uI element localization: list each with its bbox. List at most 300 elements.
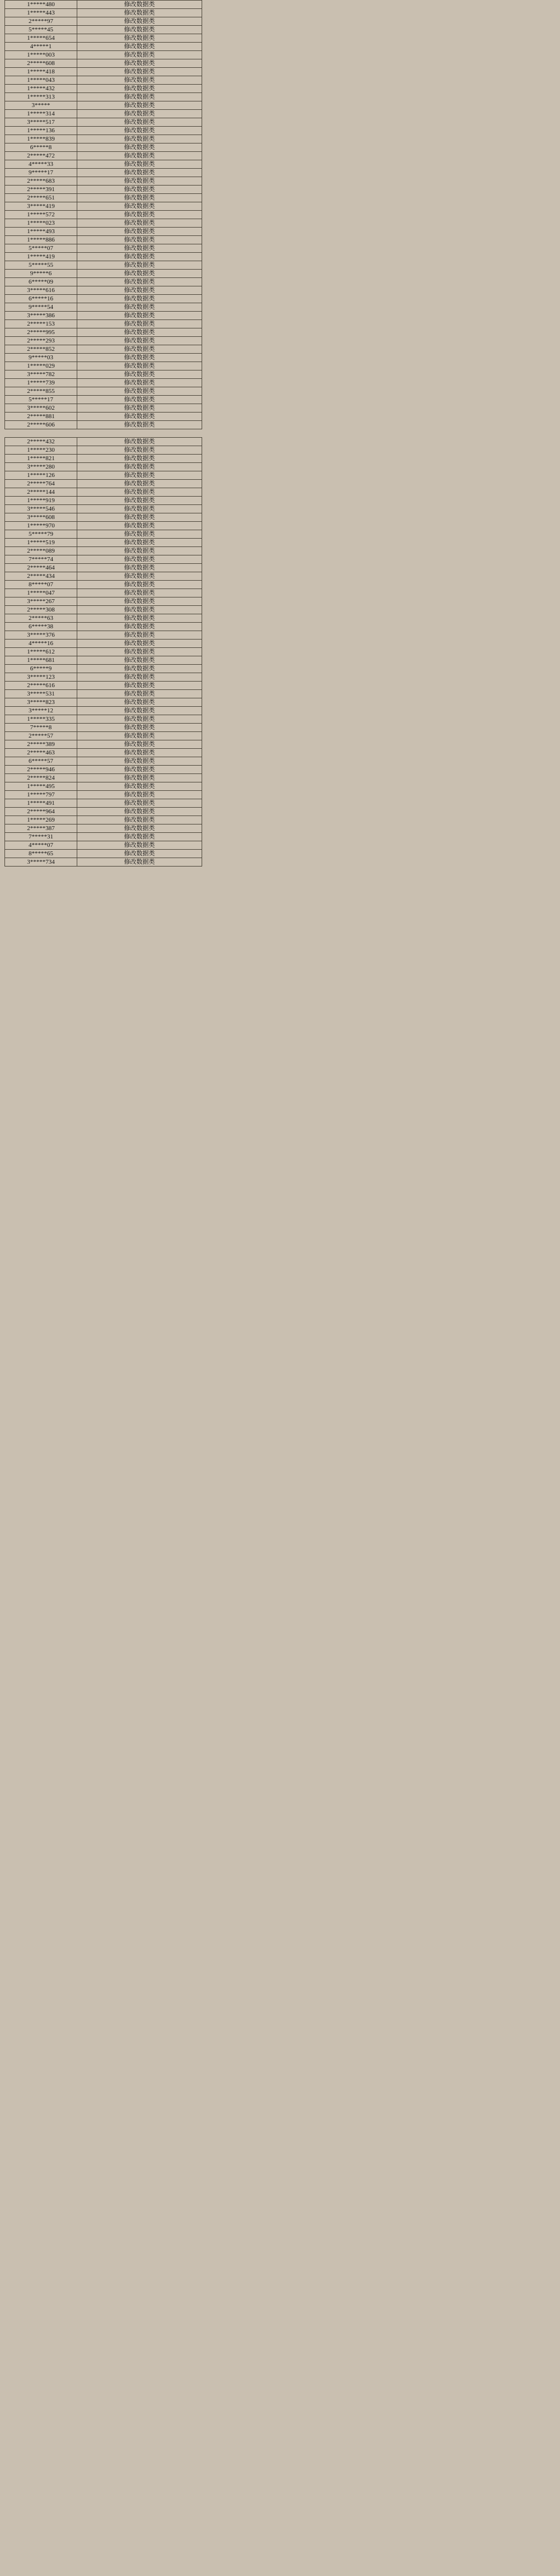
masked-id-cell: 1*****493 [5, 228, 77, 236]
table-row [5, 110, 202, 118]
category-cell: 修改数据类 [77, 354, 202, 362]
table-row [5, 555, 202, 564]
table-row [5, 724, 202, 732]
table-row [5, 623, 202, 631]
masked-id-cell: 5*****17 [5, 396, 77, 404]
table-row [5, 160, 202, 169]
table-row [5, 824, 202, 833]
masked-id-cell: 5*****07 [5, 244, 77, 253]
category-cell: 修改数据类 [77, 640, 202, 648]
table-row [5, 303, 202, 312]
category-cell: 修改数据类 [77, 782, 202, 791]
masked-id-cell: 5*****79 [5, 530, 77, 539]
category-cell: 修改数据类 [77, 9, 202, 17]
category-cell: 修改数据类 [77, 76, 202, 85]
category-cell: 修改数据类 [77, 614, 202, 623]
category-cell: 修改数据类 [77, 328, 202, 337]
category-cell: 修改数据类 [77, 438, 202, 446]
masked-id-cell: 1*****432 [5, 85, 77, 93]
table-row [5, 152, 202, 160]
category-cell: 修改数据类 [77, 261, 202, 270]
table-row [5, 631, 202, 640]
table-row [5, 370, 202, 379]
category-cell: 修改数据类 [77, 244, 202, 253]
masked-id-cell: 2*****387 [5, 824, 77, 833]
masked-id-cell: 1*****681 [5, 656, 77, 665]
category-cell: 修改数据类 [77, 43, 202, 51]
masked-id-table-1 [4, 0, 202, 429]
table-row [5, 673, 202, 682]
category-cell: 修改数据类 [77, 303, 202, 312]
table-row [5, 396, 202, 404]
masked-id-cell: 1*****419 [5, 253, 77, 261]
category-cell: 修改数据类 [77, 312, 202, 320]
category-cell: 修改数据类 [77, 648, 202, 656]
table-row [5, 858, 202, 867]
masked-id-cell: 9*****6 [5, 270, 77, 278]
table-row [5, 581, 202, 589]
category-cell: 修改数据类 [77, 833, 202, 841]
masked-id-cell: 2*****606 [5, 421, 77, 429]
masked-id-cell: 2*****651 [5, 194, 77, 202]
category-cell: 修改数据类 [77, 530, 202, 539]
table-row [5, 766, 202, 774]
category-cell: 修改数据类 [77, 631, 202, 640]
category-cell: 修改数据类 [77, 26, 202, 34]
category-cell: 修改数据类 [77, 463, 202, 471]
masked-id-cell: 2*****824 [5, 774, 77, 782]
table-row [5, 244, 202, 253]
category-cell: 修改数据类 [77, 286, 202, 295]
masked-id-cell: 1*****919 [5, 497, 77, 505]
category-cell: 修改数据类 [77, 749, 202, 757]
table-row [5, 614, 202, 623]
category-cell: 修改数据类 [77, 513, 202, 522]
masked-id-cell: 2*****852 [5, 345, 77, 354]
category-cell: 修改数据类 [77, 236, 202, 244]
category-cell: 修改数据类 [77, 51, 202, 59]
category-cell: 修改数据类 [77, 581, 202, 589]
table-gap [0, 429, 560, 437]
category-cell: 修改数据类 [77, 841, 202, 850]
masked-id-cell: 1*****495 [5, 782, 77, 791]
category-cell: 修改数据类 [77, 59, 202, 68]
category-cell: 修改数据类 [77, 606, 202, 614]
masked-id-cell: 6*****9 [5, 665, 77, 673]
category-cell: 修改数据类 [77, 572, 202, 581]
category-cell: 修改数据类 [77, 387, 202, 396]
masked-id-cell: 7*****74 [5, 555, 77, 564]
category-cell: 修改数据类 [77, 682, 202, 690]
table-row [5, 606, 202, 614]
category-cell: 修改数据类 [77, 707, 202, 715]
category-cell: 修改数据类 [77, 1, 202, 9]
category-cell: 修改数据类 [77, 555, 202, 564]
category-cell: 修改数据类 [77, 497, 202, 505]
table-row [5, 841, 202, 850]
masked-id-cell: 5*****55 [5, 261, 77, 270]
category-cell: 修改数据类 [77, 824, 202, 833]
category-cell: 修改数据类 [77, 564, 202, 572]
table-row [5, 497, 202, 505]
masked-id-cell: 9*****03 [5, 354, 77, 362]
masked-id-cell: 1*****443 [5, 9, 77, 17]
masked-id-cell: 2*****153 [5, 320, 77, 328]
masked-id-cell: 1*****314 [5, 110, 77, 118]
masked-id-cell: 3*****123 [5, 673, 77, 682]
masked-id-cell: 2*****683 [5, 177, 77, 186]
table-row [5, 17, 202, 26]
masked-id-cell: 1*****839 [5, 135, 77, 143]
category-cell: 修改数据类 [77, 101, 202, 110]
masked-id-cell: 1*****136 [5, 127, 77, 135]
category-cell: 修改数据类 [77, 135, 202, 143]
category-cell: 修改数据类 [77, 766, 202, 774]
table-row [5, 799, 202, 808]
masked-id-cell: 6*****09 [5, 278, 77, 286]
table-row [5, 740, 202, 749]
table-row [5, 640, 202, 648]
masked-id-cell: 2*****463 [5, 749, 77, 757]
category-cell: 修改数据类 [77, 799, 202, 808]
category-cell: 修改数据类 [77, 724, 202, 732]
category-cell: 修改数据类 [77, 228, 202, 236]
category-cell: 修改数据类 [77, 396, 202, 404]
masked-id-cell: 3*****267 [5, 597, 77, 606]
masked-id-cell: 4*****1 [5, 43, 77, 51]
category-cell: 修改数据类 [77, 665, 202, 673]
category-cell: 修改数据类 [77, 194, 202, 202]
table-row [5, 564, 202, 572]
table-row [5, 757, 202, 766]
category-cell: 修改数据类 [77, 690, 202, 698]
masked-id-cell: 2*****089 [5, 547, 77, 555]
category-cell: 修改数据类 [77, 118, 202, 127]
table-row [5, 387, 202, 396]
table-row [5, 505, 202, 513]
table-row [5, 421, 202, 429]
category-cell: 修改数据类 [77, 110, 202, 118]
table-row [5, 480, 202, 488]
table-row [5, 286, 202, 295]
category-cell: 修改数据类 [77, 732, 202, 740]
masked-id-cell: 3*****517 [5, 118, 77, 127]
table-row [5, 648, 202, 656]
masked-id-cell: 9*****17 [5, 169, 77, 177]
category-cell: 修改数据类 [77, 816, 202, 824]
category-cell: 修改数据类 [77, 413, 202, 421]
category-cell: 修改数据类 [77, 446, 202, 455]
masked-id-cell: 1*****043 [5, 76, 77, 85]
document-page [0, 0, 560, 867]
masked-id-cell: 8*****65 [5, 850, 77, 858]
masked-id-cell: 1*****003 [5, 51, 77, 59]
masked-id-cell: 3*****280 [5, 463, 77, 471]
masked-id-cell: 1*****797 [5, 791, 77, 799]
masked-id-cell: 2*****308 [5, 606, 77, 614]
masked-id-cell: 7*****31 [5, 833, 77, 841]
masked-id-cell: 3*****602 [5, 404, 77, 413]
table-row [5, 1, 202, 9]
category-cell: 修改数据类 [77, 522, 202, 530]
category-cell: 修改数据类 [77, 320, 202, 328]
masked-id-cell: 2*****97 [5, 17, 77, 26]
masked-id-cell: 1*****313 [5, 93, 77, 101]
category-cell: 修改数据类 [77, 404, 202, 413]
category-cell: 修改数据类 [77, 93, 202, 101]
table-row [5, 143, 202, 152]
table-row [5, 270, 202, 278]
masked-id-cell: 2*****434 [5, 572, 77, 581]
masked-id-cell: 1*****230 [5, 446, 77, 455]
category-cell: 修改数据类 [77, 169, 202, 177]
table-row [5, 320, 202, 328]
masked-id-cell: 2*****464 [5, 564, 77, 572]
masked-id-cell: 2*****432 [5, 438, 77, 446]
table-row [5, 816, 202, 824]
table-row [5, 261, 202, 270]
masked-id-cell: 6*****16 [5, 295, 77, 303]
category-cell: 修改数据类 [77, 370, 202, 379]
masked-id-cell: 1*****519 [5, 539, 77, 547]
table-row [5, 539, 202, 547]
table-row [5, 169, 202, 177]
table-row [5, 572, 202, 581]
table-row [5, 715, 202, 724]
masked-id-cell: 2*****946 [5, 766, 77, 774]
masked-id-cell: 1*****654 [5, 34, 77, 43]
masked-id-cell: 3*****823 [5, 698, 77, 707]
table-row [5, 589, 202, 597]
table-row [5, 253, 202, 261]
table-row [5, 513, 202, 522]
category-cell: 修改数据类 [77, 774, 202, 782]
category-cell: 修改数据类 [77, 471, 202, 480]
masked-id-cell: 3*****419 [5, 202, 77, 211]
table-row [5, 295, 202, 303]
category-cell: 修改数据类 [77, 488, 202, 497]
category-cell: 修改数据类 [77, 211, 202, 219]
table-row [5, 26, 202, 34]
table-row [5, 488, 202, 497]
category-cell: 修改数据类 [77, 539, 202, 547]
category-cell: 修改数据类 [77, 740, 202, 749]
category-cell: 修改数据类 [77, 17, 202, 26]
category-cell: 修改数据类 [77, 85, 202, 93]
table-row [5, 186, 202, 194]
masked-id-cell: 2*****881 [5, 413, 77, 421]
masked-id-cell: 4*****16 [5, 640, 77, 648]
table-row [5, 682, 202, 690]
masked-id-cell: 2*****293 [5, 337, 77, 345]
category-cell: 修改数据类 [77, 858, 202, 867]
table-row [5, 656, 202, 665]
table-row [5, 43, 202, 51]
table-row [5, 202, 202, 211]
masked-id-cell: 1*****126 [5, 471, 77, 480]
category-cell: 修改数据类 [77, 480, 202, 488]
masked-id-cell: 3*****782 [5, 370, 77, 379]
table-row [5, 278, 202, 286]
table-row [5, 547, 202, 555]
category-cell: 修改数据类 [77, 177, 202, 186]
masked-id-cell: 1*****739 [5, 379, 77, 387]
table-row [5, 471, 202, 480]
table-row [5, 665, 202, 673]
category-cell: 修改数据类 [77, 337, 202, 345]
category-cell: 修改数据类 [77, 253, 202, 261]
masked-id-cell: 6*****57 [5, 757, 77, 766]
category-cell: 修改数据类 [77, 362, 202, 370]
table-row [5, 76, 202, 85]
table-row [5, 118, 202, 127]
table-row [5, 127, 202, 135]
category-cell: 修改数据类 [77, 455, 202, 463]
table-row [5, 850, 202, 858]
table-row [5, 379, 202, 387]
masked-id-cell: 2*****472 [5, 152, 77, 160]
masked-id-cell: 1*****821 [5, 455, 77, 463]
category-cell: 修改数据类 [77, 68, 202, 76]
category-cell: 修改数据类 [77, 850, 202, 858]
masked-id-cell: 1*****418 [5, 68, 77, 76]
table-row [5, 354, 202, 362]
masked-id-cell: 5*****45 [5, 26, 77, 34]
table-row [5, 597, 202, 606]
masked-id-table-2 [4, 437, 202, 867]
table-row [5, 530, 202, 539]
masked-id-cell: 2*****616 [5, 682, 77, 690]
category-cell: 修改数据类 [77, 698, 202, 707]
table-row [5, 782, 202, 791]
category-cell: 修改数据类 [77, 623, 202, 631]
masked-id-cell: 2*****57 [5, 732, 77, 740]
category-cell: 修改数据类 [77, 345, 202, 354]
masked-id-cell: 2*****608 [5, 59, 77, 68]
table-row [5, 413, 202, 421]
masked-id-cell: 1*****023 [5, 219, 77, 228]
category-cell: 修改数据类 [77, 379, 202, 387]
table-row [5, 446, 202, 455]
table-row [5, 698, 202, 707]
masked-id-cell: 1*****480 [5, 1, 77, 9]
masked-id-cell: 1*****269 [5, 816, 77, 824]
table-row [5, 463, 202, 471]
category-cell: 修改数据类 [77, 186, 202, 194]
table-row [5, 749, 202, 757]
masked-id-cell: 3*****546 [5, 505, 77, 513]
table-row [5, 345, 202, 354]
table-row [5, 51, 202, 59]
table-row [5, 93, 202, 101]
category-cell: 修改数据类 [77, 219, 202, 228]
table-row [5, 732, 202, 740]
masked-id-cell: 3***** [5, 101, 77, 110]
table-row [5, 362, 202, 370]
table-row [5, 455, 202, 463]
category-cell: 修改数据类 [77, 673, 202, 682]
table-row [5, 85, 202, 93]
table-row [5, 808, 202, 816]
masked-id-cell: 7*****8 [5, 724, 77, 732]
category-cell: 修改数据类 [77, 791, 202, 799]
masked-id-cell: 8*****07 [5, 581, 77, 589]
table-row [5, 438, 202, 446]
table-row [5, 337, 202, 345]
table-row [5, 707, 202, 715]
masked-id-cell: 2*****855 [5, 387, 77, 396]
masked-id-cell: 4*****33 [5, 160, 77, 169]
masked-id-cell: 2*****144 [5, 488, 77, 497]
masked-id-cell: 3*****608 [5, 513, 77, 522]
table-row [5, 522, 202, 530]
masked-id-cell: 1*****970 [5, 522, 77, 530]
masked-id-cell: 1*****335 [5, 715, 77, 724]
table-row [5, 68, 202, 76]
masked-id-cell: 3*****531 [5, 690, 77, 698]
category-cell: 修改数据类 [77, 278, 202, 286]
masked-id-cell: 1*****047 [5, 589, 77, 597]
tables-container [0, 0, 560, 867]
masked-id-cell: 2*****995 [5, 328, 77, 337]
table-row [5, 328, 202, 337]
masked-id-cell: 1*****491 [5, 799, 77, 808]
category-cell: 修改数据类 [77, 589, 202, 597]
masked-id-cell: 1*****029 [5, 362, 77, 370]
category-cell: 修改数据类 [77, 34, 202, 43]
masked-id-cell: 3*****386 [5, 312, 77, 320]
table-row [5, 774, 202, 782]
masked-id-cell: 2*****63 [5, 614, 77, 623]
table-row [5, 177, 202, 186]
table-row [5, 101, 202, 110]
category-cell: 修改数据类 [77, 505, 202, 513]
table-row [5, 833, 202, 841]
table-row [5, 690, 202, 698]
masked-id-cell: 2*****764 [5, 480, 77, 488]
table-row [5, 228, 202, 236]
category-cell: 修改数据类 [77, 757, 202, 766]
table-row [5, 236, 202, 244]
table-row [5, 312, 202, 320]
category-cell: 修改数据类 [77, 715, 202, 724]
masked-id-cell: 1*****572 [5, 211, 77, 219]
masked-id-cell: 3*****12 [5, 707, 77, 715]
table-row [5, 791, 202, 799]
table-row [5, 194, 202, 202]
category-cell: 修改数据类 [77, 421, 202, 429]
masked-id-cell: 4*****07 [5, 841, 77, 850]
masked-id-cell: 9*****54 [5, 303, 77, 312]
masked-id-cell: 2*****391 [5, 186, 77, 194]
table-row [5, 211, 202, 219]
table-row [5, 135, 202, 143]
table-row [5, 9, 202, 17]
category-cell: 修改数据类 [77, 270, 202, 278]
masked-id-cell: 3*****616 [5, 286, 77, 295]
category-cell: 修改数据类 [77, 127, 202, 135]
masked-id-cell: 6*****8 [5, 143, 77, 152]
table-row [5, 219, 202, 228]
category-cell: 修改数据类 [77, 547, 202, 555]
masked-id-cell: 2*****964 [5, 808, 77, 816]
masked-id-cell: 3*****734 [5, 858, 77, 867]
masked-id-cell: 1*****612 [5, 648, 77, 656]
category-cell: 修改数据类 [77, 656, 202, 665]
table-row [5, 59, 202, 68]
masked-id-cell: 3*****376 [5, 631, 77, 640]
category-cell: 修改数据类 [77, 597, 202, 606]
